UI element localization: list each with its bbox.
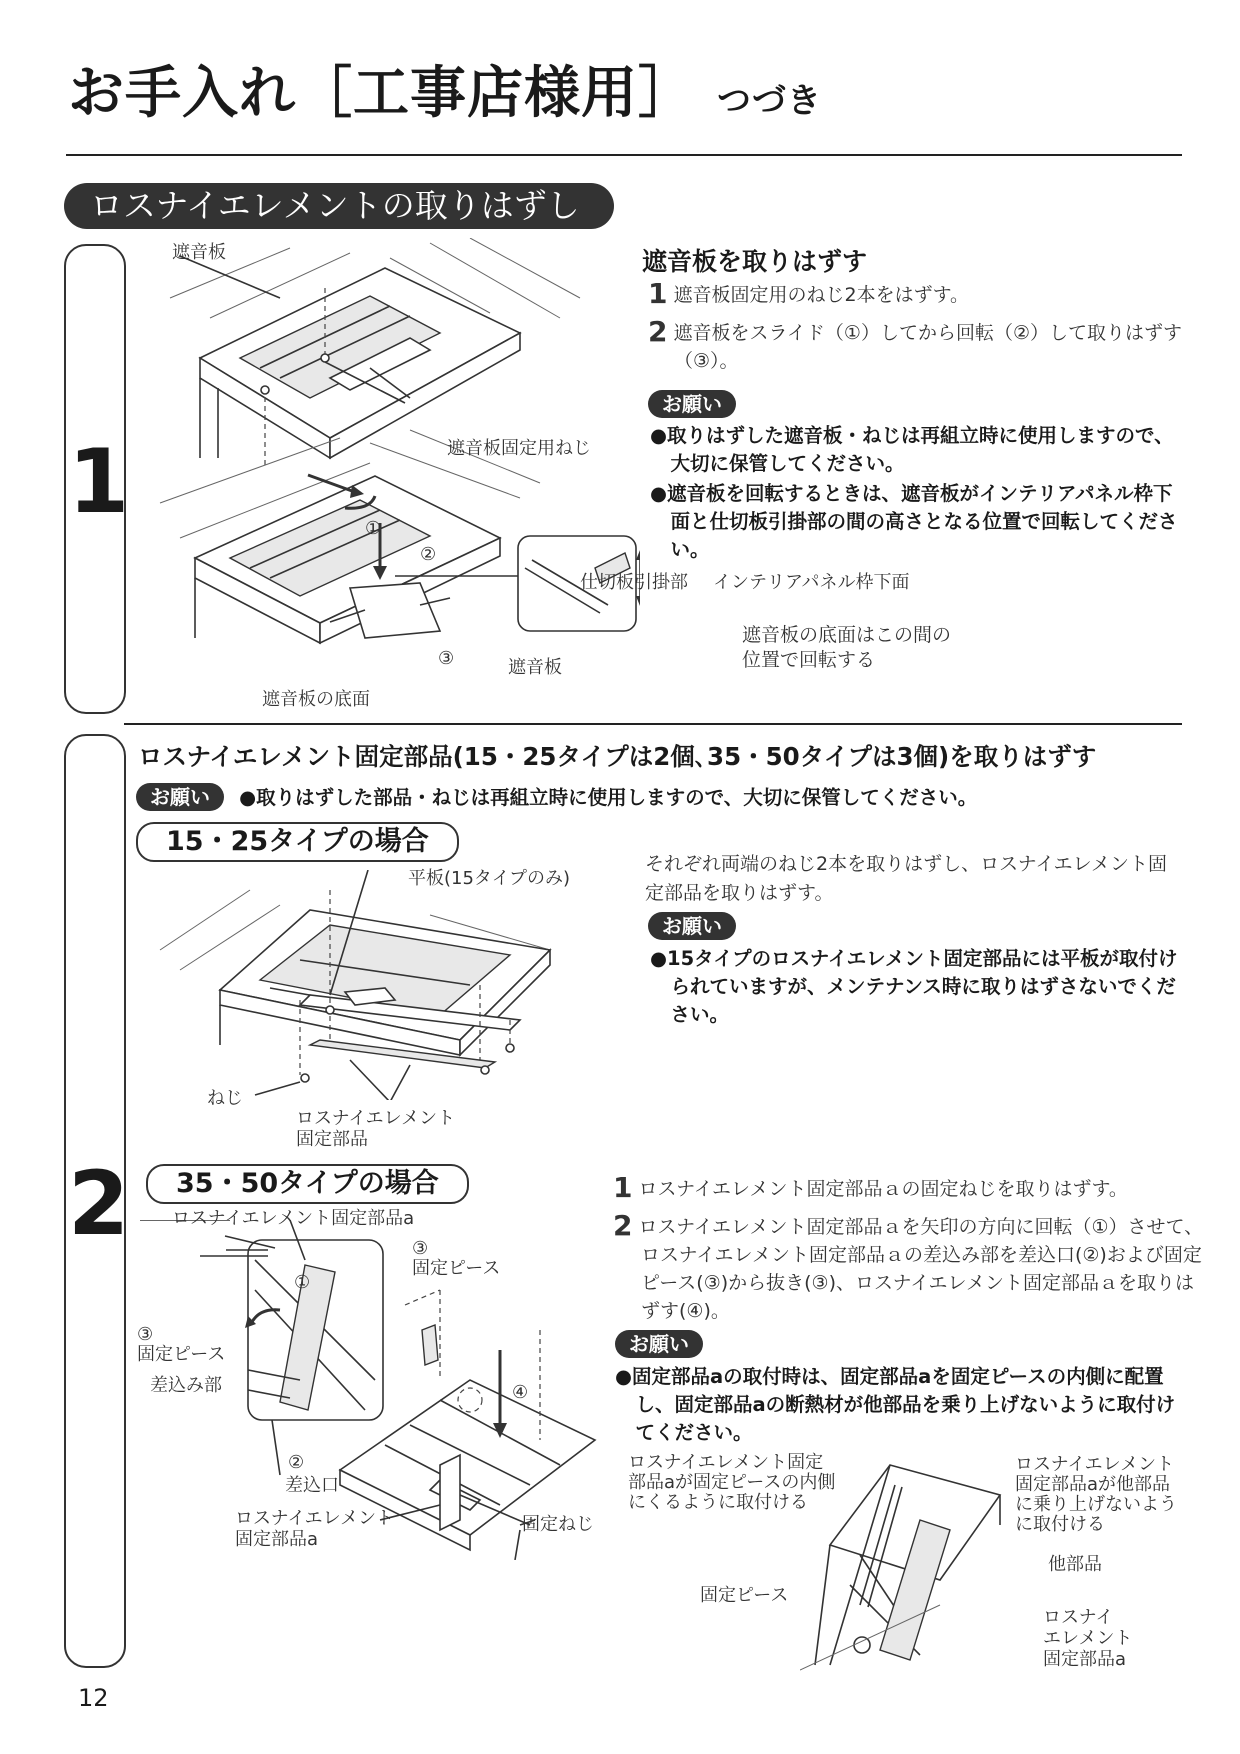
type-b-substep-1 <box>613 1171 1188 1204</box>
step2-request-text-body: 取りはずした部品・ねじは再組立時に使用しますので、大切に保管してください。 <box>256 786 978 809</box>
label-c2: ② <box>288 1452 305 1473</box>
label-part-a-bottom-line2: 固定部品a <box>235 1529 319 1550</box>
label-part-a-top: ロスナイエレメント固定部品a <box>172 1208 415 1229</box>
type-b-notes <box>615 1363 1180 1449</box>
type-b-title: 35・50タイプの場合 <box>146 1164 469 1204</box>
step1-substep-2 <box>648 315 1204 375</box>
label-circle-2: ② <box>420 544 437 565</box>
label-noride-line4: に取付ける <box>1015 1514 1105 1535</box>
type-a-request <box>648 912 736 940</box>
label-fixed-piece-left: 固定ピース <box>137 1344 226 1365</box>
page-title-continued: つづき <box>717 81 822 121</box>
label-fixed-piece-bottom: 固定ピース <box>700 1585 789 1606</box>
label-inside-line2: 部品aが固定ピースの内側 <box>628 1472 836 1493</box>
title-rule <box>66 154 1182 156</box>
step1-note-2: ● 遮音板を回転するときは、遮音板がインテリアパネル枠下面と仕切板引掛部の間の高さとなる位置で回転してください。 <box>650 480 1180 564</box>
step1-notes <box>650 422 1180 566</box>
label-insert-slot: 差込口 <box>285 1475 339 1496</box>
label-inside-line1: ロスナイエレメント固定 <box>628 1452 824 1473</box>
step1-heading: 遮音板を取りはずす <box>642 247 868 276</box>
type-b-substep-2-number: 2 <box>613 1209 633 1242</box>
label-shield-top: 遮音板 <box>172 242 226 263</box>
step2-heading: ロスナイエレメント固定部品(15・25タイプは2個､35・50タイプは3個)を取りはずす <box>138 742 1097 771</box>
label-other-part: 他部品 <box>1048 1554 1102 1575</box>
type-b-substep-1-number: 1 <box>613 1171 633 1204</box>
page-number: 12 <box>78 1684 109 1712</box>
label-part-line1: ロスナイエレメント <box>296 1108 456 1129</box>
label-c3-top: ③ <box>412 1238 429 1259</box>
type-b-substep-2 <box>613 1209 1206 1325</box>
section-title: ロスナイエレメントの取りはずし <box>64 183 614 229</box>
label-shield-lower: 遮音板 <box>508 657 562 678</box>
type-a-note: ● 15タイプのロスナイエレメント固定部品には平板が取付けられていますが、メンテナンス時に取りはずさないでください。 <box>650 945 1180 1029</box>
type-a-title: 15・25タイプの場合 <box>136 822 459 862</box>
type-a-diagram <box>150 870 600 1100</box>
label-inside-line3: にくるように取付ける <box>628 1492 808 1513</box>
label-circle-3: ③ <box>438 648 455 669</box>
type-b-request-badge: お願い <box>615 1330 703 1358</box>
label-callout-line1: 遮音板の底面はこの間の <box>742 624 952 646</box>
step2-request-text: ●取りはずした部品・ねじは再組立時に使用しますので、大切に保管してください。 <box>239 786 978 809</box>
type-b-substep-1-text: ロスナイエレメント固定部品ａの固定ねじを取りはずす。 <box>638 1178 1128 1200</box>
label-panel-frame: インテリアパネル枠下面 <box>713 572 910 593</box>
step2-request <box>136 783 977 812</box>
label-shield-bottom: 遮音板の底面 <box>262 689 370 710</box>
label-shield-screw: 遮音板固定用ねじ <box>447 438 591 459</box>
label-elem-line1: ロスナイ <box>1043 1607 1114 1628</box>
label-noride-line1: ロスナイエレメント <box>1015 1454 1175 1475</box>
type-b-substep-2-text: ロスナイエレメント固定部品ａを矢印の方向に回転（①）させて、ロスナイエレメント固定部品ａの差込み部を差込口(②)および固定ピース(③)から抜き(③)、ロスナイエレメント固定部品ａを取りはずす(④)。 <box>638 1216 1204 1322</box>
label-fixing-screw: 固定ねじ <box>522 1514 594 1535</box>
type-b-request <box>615 1330 703 1358</box>
label-c4: ④ <box>512 1382 529 1403</box>
label-part-a-bottom-line1: ロスナイエレメント <box>235 1508 395 1529</box>
step1-diagram <box>140 238 640 708</box>
step1-request-badge: お願い <box>648 390 736 418</box>
label-elem-line3: 固定部品a <box>1043 1649 1127 1670</box>
label-fixed-piece-top: 固定ピース <box>412 1258 501 1279</box>
step1-substep-1-text: 遮音板固定用のねじ2本をはずす。 <box>673 284 970 306</box>
step1-substep-1-number: 1 <box>648 277 668 310</box>
step1-request <box>648 390 736 418</box>
step-divider <box>124 723 1182 725</box>
label-c3-left: ③ <box>137 1324 154 1345</box>
label-elem-line2: エレメント <box>1043 1628 1133 1649</box>
label-screw: ねじ <box>207 1088 243 1109</box>
step1-note-1: ● 取りはずした遮音板・ねじは再組立時に使用しますので、大切に保管してください。 <box>650 422 1180 478</box>
label-part-line2: 固定部品 <box>296 1129 368 1150</box>
type-a-notes <box>650 945 1180 1031</box>
step1-number: 1 <box>68 430 130 533</box>
label-flat-plate: 平板(15タイプのみ) <box>408 868 571 889</box>
label-partition-hook: 仕切板引掛部 <box>580 572 688 593</box>
label-c1: ① <box>294 1272 311 1293</box>
step1-substep-2-number: 2 <box>648 315 668 348</box>
label-noride-line2: 固定部品aが他部品 <box>1015 1474 1171 1495</box>
step1-substep-1 <box>648 277 1183 310</box>
step2-request-badge: お願い <box>136 783 224 811</box>
step1-substep-2-text: 遮音板をスライド（①）してから回転（②）して取りはずす（③）。 <box>673 322 1182 372</box>
type-b-note: ● 固定部品aの取付時は、固定部品aを固定ピースの内側に配置し、固定部品aの断熱材が他部品を乗り上げないように取付けてください。 <box>615 1363 1180 1447</box>
label-circle-1: ① <box>365 518 382 539</box>
label-callout-line2: 位置で回転する <box>742 649 876 671</box>
label-noride-line3: に乗り上げないよう <box>1015 1494 1177 1515</box>
unit-bottom <box>195 476 500 643</box>
step2-number: 2 <box>68 1152 130 1255</box>
page-title-main: お手入れ［工事店様用］ <box>68 61 695 126</box>
type-a-request-badge: お願い <box>648 912 736 940</box>
page-title <box>68 61 822 126</box>
label-insert-part: 差込み部 <box>150 1375 222 1396</box>
type-a-instruction: それぞれ両端のねじ2本を取りはずし、ロスナイエレメント固定部品を取りはずす。 <box>645 853 1168 904</box>
